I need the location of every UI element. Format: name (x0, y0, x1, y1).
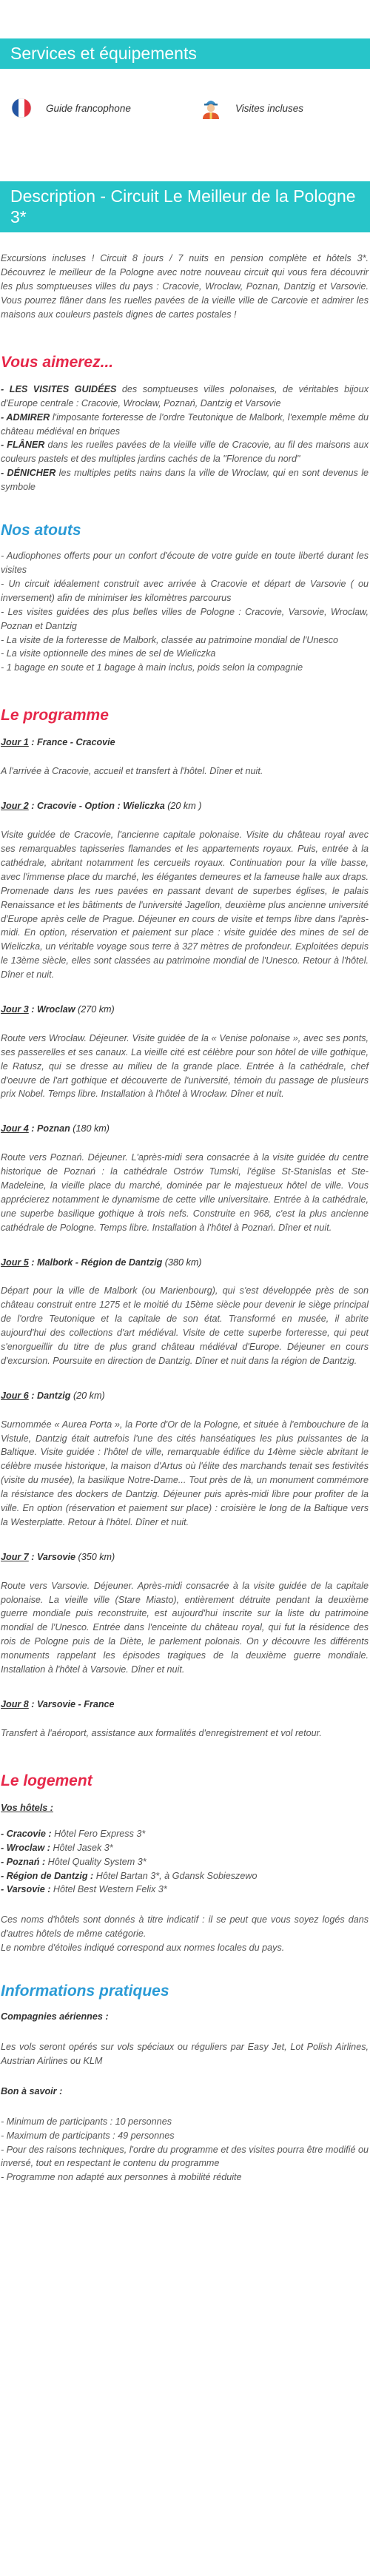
aimerez-list (1, 383, 369, 494)
logement-heading: Le logement (1, 1772, 92, 1789)
list-item: - Programme non adapté aux personnes à mobilité réduite (1, 2172, 242, 2183)
list-item: - Pour des raisons techniques, l'ordre du programme et des visites pourra être modifié ou inversé, tout en respectant le contenu du programme (1, 2144, 369, 2169)
list-item (1, 466, 369, 494)
list-item: - La visite de la forteresse de Malbork, classée au patrimoine mondial de l'Unesco (1, 634, 339, 645)
list-item (1, 1869, 369, 1883)
item-lead: - ADMIRER (1, 411, 50, 423)
day-place: : Varsovie (28, 1551, 76, 1562)
day-title (1, 1389, 369, 1403)
list-item: - 1 bagage en soute et 1 bagage à main inclus, poids selon la compagnie (1, 662, 303, 673)
day-title (1, 736, 369, 750)
atouts-list (1, 549, 369, 675)
day-place: : Cracovie - Option : Wieliczka (28, 801, 165, 812)
stars-note: Le nombre d'étoiles indiqué correspond aux normes locales du pays. (1, 1943, 285, 1954)
day-item (1, 1256, 369, 1368)
hotels-list (1, 1827, 369, 1897)
day-place: : Poznan (28, 1123, 70, 1134)
hotel-city: - Cracovie : (1, 1828, 52, 1839)
item-text: dans les ruelles pavées de la vieille ville de Cracovie, au fil des maisons aux couleurs pastels et des multiples jardins cachés de la "Florence du nord" (1, 440, 369, 465)
day-item (1, 1698, 369, 1741)
list-item (1, 1855, 369, 1869)
item-text: les multiples petits nains dans la ville de Wroclaw, qui en sont devenus le symbole (1, 468, 369, 493)
main-content (0, 252, 370, 2185)
day-number: Jour 6 (1, 1390, 29, 1401)
hotel-city: - Poznań : (1, 1856, 46, 1867)
hotels-note: Ces noms d'hôtels sont donnés à titre indicatif : il se peut que vous soyez logés dans d'autres hôtels de même catégorie. (1, 1914, 369, 1940)
day-distance: (20 km) (70, 1390, 105, 1401)
service-label-guide: Guide francophone (46, 103, 131, 115)
savoir-label: Bon à savoir : (1, 2085, 63, 2096)
aimerez-heading: Vous aimerez... (1, 353, 114, 371)
day-number: Jour 3 (1, 1003, 29, 1015)
france-flag-icon (7, 94, 36, 122)
list-item: - Minimum de participants : 10 personnes (1, 2116, 172, 2127)
hotels-subheading: Vos hôtels : (1, 1802, 53, 1813)
day-title (1, 799, 369, 813)
day-number: Jour 7 (1, 1551, 29, 1562)
hotel-city: - Région de Dantzig : (1, 1870, 94, 1881)
hotel-city: - Varsovie : (1, 1884, 51, 1895)
list-item (1, 1883, 369, 1897)
day-place: : Dantzig (28, 1390, 71, 1401)
hotel-name: Hôtel Bartan 3*, à Gdansk Sobieszewo (93, 1870, 258, 1881)
item-text: des somptueuses villes polonaises, de véritables bijoux d'Europe centrale : Cracovie, Wrocław, Poznań, Dantzig et Varsovie (1, 383, 369, 408)
spacer (1, 2024, 369, 2040)
day-distance: (380 km) (162, 1257, 202, 1268)
item-lead: - FLÂNER (1, 440, 45, 451)
hotel-name: Hôtel Fero Express 3* (51, 1828, 146, 1839)
programme-days (1, 736, 369, 1740)
day-text: Route vers Wrocław. Déjeuner. Visite guidée de la « Venise polonaise », avec ses ponts, ses passerelles et ses canaux. La vieille cité est célèbre pour son hôtel de ville gothique, le Ratusz, qui se dresse au milieu de la grande place. Entrée à la cathédrale, chef d'oeuvre de l'art gothique et découverte de l'université, témoin du passage de plusieurs prix Nobel. Temps libre. Installation à l'hôtel à Wrocław. Dîner et nuit. (1, 1032, 369, 1100)
day-title (1, 1550, 369, 1564)
day-text: Transfert à l'aéroport, assistance aux formalités d'enregistrement et vol retour. (1, 1727, 322, 1738)
description-title: Description - Circuit Le Meilleur de la Pologne 3* (10, 186, 356, 227)
day-item (1, 1122, 369, 1234)
day-title (1, 1003, 369, 1017)
hotel-name: Hôtel Best Western Felix 3* (50, 1884, 167, 1895)
service-item-visits (185, 101, 370, 181)
item-lead: - LES VISITES GUIDÉES (1, 383, 117, 394)
service-label-visits: Visites incluses (235, 103, 304, 115)
day-title (1, 1122, 369, 1136)
atouts-heading: Nos atouts (1, 521, 81, 539)
savoir-list (1, 2115, 369, 2185)
day-text: Visite guidée de Cracovie, l'ancienne capitale polonaise. Visite du château royal avec ses remarquables tapisseries flamandes et les appartements royaux. Puis, entrée à la cathédrale, abritant notamment les cercueils royaux. Continuation pour la ville basse, avec l'immense place du marché, les élégantes demeures et la fameuse halle aux draps. Promenade dans les rues pavées en passant devant de superbes églises, le palais Renaissance et les bâtiments de l'université Jagellon, deuxième plus ancienne université d'Europe après celle de Prague. Déjeuner en cours de visite et temps libre dans l'après-midi. En option, réservation et paiement sur place : visite guidée des mines de sel de Wieliczka, un véritable voyage sous terre à 327 mètres de profondeur. Exploitées depuis le 13ème siècle, elles sont classées au patrimoine mondial de l'Unesco. Retour à l'hôtel. Dîner et nuit. (1, 830, 369, 981)
service-item-guide (0, 101, 185, 181)
day-item (1, 1550, 369, 1677)
day-number: Jour 5 (1, 1257, 29, 1268)
hotel-name: Hôtel Quality System 3* (45, 1856, 147, 1867)
spacer (1, 2099, 369, 2115)
day-number: Jour 8 (1, 1698, 29, 1709)
list-item (1, 438, 369, 466)
day-text: Route vers Poznań. Déjeuner. L'après-midi sera consacrée à la visite guidée du centre historique de Poznań : la cathédrale Ostrów Tumski, l'église St-Stanislas et Ste-Madeleine, la vieille place du marché, dominée par le majestueux hôtel de ville. Vous apprécierez notamment le dynamisme de cette ville universitaire. Entrée à la cathédrale, une superbe basilique gothique à trois nefs. Construite en 968, c'est la plus ancienne cathédrale de Pologne. Temps libre. Installation à l'hôtel à Poznań. Dîner et nuit. (1, 1152, 369, 1233)
list-item: - Audiophones offerts pour un confort d'écoute de votre guide en toute liberté durant les visites (1, 551, 369, 576)
list-item: - La visite optionnelle des mines de sel de Wieliczka (1, 648, 216, 659)
hotel-city: - Wroclaw : (1, 1842, 50, 1853)
day-number: Jour 4 (1, 1123, 29, 1134)
day-distance: (20 km ) (164, 801, 202, 812)
person-visits-icon (197, 94, 225, 122)
list-item (1, 1841, 369, 1855)
services-title: Services et équipements (10, 44, 197, 63)
list-item: - Maximum de participants : 49 personnes (1, 2130, 175, 2141)
day-place: : Varsovie - France (28, 1698, 115, 1709)
infos-heading: Informations pratiques (1, 1982, 169, 2000)
day-item (1, 799, 369, 982)
day-title (1, 1698, 369, 1712)
description-banner (0, 181, 370, 232)
item-lead: - DÉNICHER (1, 468, 56, 479)
day-distance: (350 km) (75, 1551, 115, 1562)
day-distance: (180 km) (70, 1123, 110, 1134)
companies-label: Compagnies aériennes : (1, 2011, 109, 2022)
companies-text: Les vols seront opérés sur vols spéciaux ou réguliers par Easy Jet, Lot Polish Airlines, Austrian Airlines ou KLM (1, 2042, 369, 2066)
day-item (1, 736, 369, 778)
day-place: : Malbork - Région de Dantzig (28, 1257, 163, 1268)
day-item (1, 1003, 369, 1101)
list-item (1, 411, 369, 439)
page (0, 38, 370, 2192)
day-place: : France - Cracovie (28, 737, 115, 748)
day-text: Route vers Varsovie. Déjeuner. Après-midi consacrée à la visite guidée de la capitale polonaise. La vieille ville (Stare Miasto), entièrement détruite pendant la deuxième guerre mondiale puis reconstruite, est aujourd'hui inscrite sur la liste du patrimoine mondial de l'Unesco. Entrée dans l'enceinte du château royal, qui fut la résidence des rois de Pologne puis de la Diète, le parlement polonais. On y découvre les différents monuments rappelant les épisodes tragiques de la deuxième guerre mondiale. Installation à l'hôtel à Varsovie. Dîner et nuit. (1, 1580, 369, 1675)
day-distance: (270 km) (75, 1003, 115, 1015)
description-intro: Excursions incluses ! Circuit 8 jours / 7 nuits en pension complète et hôtels 3*. Découvrez le meilleur de la Pologne avec notre nouveau circuit qui vous fera découvrir les plus somptueuses villes du pays : Cracovie, Wroclaw, Poznan, Dantzig et Varsovie. Vous pourrez flâner dans les ruelles pavées de la vieille ville de Carcovie et admirer les maisons aux couleurs pastels dignes de cartes postales ! (1, 253, 369, 320)
item-text: l'imposante forteresse de l'ordre Teutonique de Malbork, l'exemple même du château médiéval en briques (1, 411, 369, 437)
day-text: A l'arrivée à Cracovie, accueil et transfert à l'hôtel. Dîner et nuit. (1, 766, 263, 777)
list-item: - Un circuit idéalement construit avec arrivée à Cracovie et départ de Varsovie ( ou inversement) afin de minimiser les kilomètres parcourus (1, 579, 369, 603)
services-list (0, 69, 370, 181)
day-number: Jour 2 (1, 801, 29, 812)
day-place: : Wroclaw (28, 1003, 75, 1015)
list-item: - Les visites guidées des plus belles villes de Pologne : Cracovie, Varsovie, Wroclaw, Poznan et Dantzig (1, 606, 369, 631)
hotel-name: Hôtel Jasek 3* (50, 1842, 113, 1853)
day-text: Départ pour la ville de Malbork (ou Marienbourg), qui s'est développée près de son château construit entre 1275 et le moitié du 15ème siècle pour devenir le siège principal de l'ordre Teutonique et la capitale de son état. Transformé en musée, il abrite aujourd'hui des collections d'art médiéval. Visite de cette superbe forteresse, qui peut s'enorgueillir du titre de plus grand château médiéval d'Europe. Déjeuner en cours d'excursion. Poursuite en direction de Dantzig. Dîner et nuit dans la région de Dantzig. (1, 1285, 369, 1366)
day-number: Jour 1 (1, 737, 29, 748)
day-text: Surnommée « Aurea Porta », la Porte d'Or de la Pologne, et située à l'embouchure de la Vistule, Dantzig était autrefois l'une des cités hanséatiques les plus puissantes de la Baltique. Visite guidée : l'hôtel de ville, remarquable édifice du 14ème siècle abritant le célèbre musée historique, la maison d'Artus où l'élite des marchands tenait ses festivités (visite du musée), la basilique Notre-Dame... Tout près de là, un monument commémore la résistance des dockers de Dantzig. Déjeuner puis après-midi libre pour profiter de la ville. En option (réservation et paiement sur place) : croisière le long de la Baltique vers la Westerplatte. Retour à l'hôtel. Dîner et nuit. (1, 1419, 369, 1527)
day-item (1, 1389, 369, 1530)
programme-heading: Le programme (1, 707, 109, 724)
day-title (1, 1256, 369, 1270)
list-item (1, 1827, 369, 1841)
spacer (1, 2068, 369, 2085)
services-banner (0, 38, 370, 69)
list-item (1, 383, 369, 411)
